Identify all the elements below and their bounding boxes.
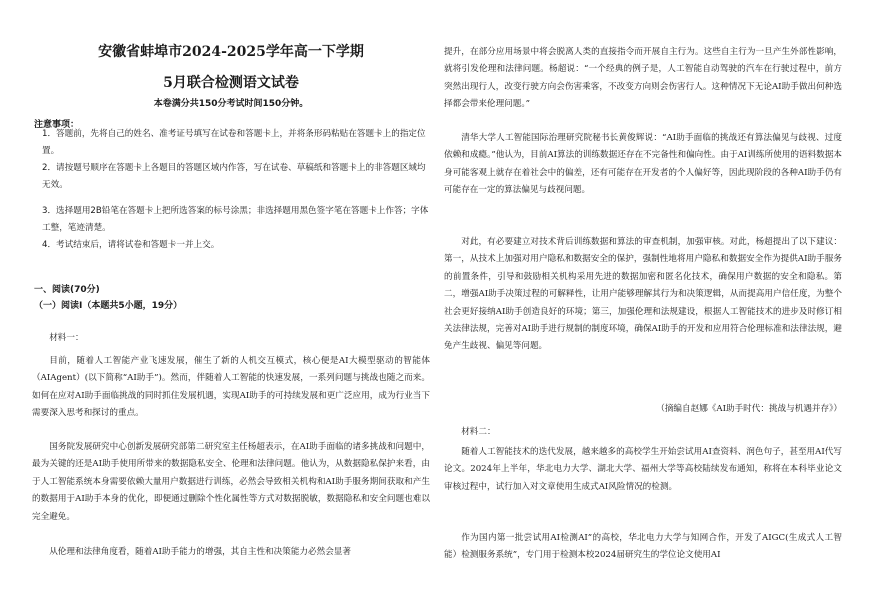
paragraph: 对此，有必要建立对技术背后训练数据和算法的审查机制，加强审核。对此，杨超提出了以下建议：第一，从技术上加强对用户隐私和数据安全的保护，强制性地将用户隐私和数据安全作为提供AI助手服务的前置条件，引导和鼓励相关机构采用先进的数据加密和匿名化技术，确保用户数据的安全和隐私。第二，增强AI助手决策过程的可解释性，让用户能够理解其行为和决策逻辑，从而提高用户信任度，为整个社会更好接纳AI助手创造良好的环境；第三，加强伦理和法规建设，根据人工智能技术的进步及时修订相关法律法规，完善对AI助手进行规制的制度环境，确保AI助手的开发和应用符合伦理标准和法律法规，避免产生歧视、偏见等问题。: [444, 237, 842, 352]
paragraph: 随着人工智能技术的迭代发展，越来越多的高校学生开始尝试用AI查资料、润色句子，甚至用AI代写论文。2024年上半年，华北电力大学、湖北大学、福州大学等高校陆续发布通知，称将在本科毕业论文审核过程中，试行加入对文章使用生成式AI风险情况的检测。: [444, 447, 842, 492]
note-item: 4．考试结束后，请将试卷和答题卡一并上交。: [42, 240, 220, 250]
note-item: 1．答题前，先将自己的姓名、准考证号填写在试卷和答题卡上，并将条形码粘贴在答题卡上的指定位置。: [42, 129, 426, 156]
paragraph: 提升，在部分应用场景中将会脱离人类的直接指令而开展自主行为。这些自主行为一旦产生外部性影响，就将引发伦理和法律问题。杨超说：“一个经典的例子是，人工智能自动驾驶的汽车在行驶过程中，前方突然出现行人，改变行驶方向会伤害乘客，不改变方向则会伤害行人。这种情况下无论AI助手做出何种选择都会带来伦理问题。”: [444, 47, 842, 110]
citation: （摘编自赵娜《AI助手时代：挑战与机遇并存》）: [656, 404, 842, 414]
paragraph: 国务院发展研究中心创新发展研究部第二研究室主任杨超表示，在AI助手面临的诸多挑战和问题中，最为关键的还是AI助手使用所带来的数据隐私安全、伦理和法律问题。他认为，从数据隐私保护来看，由于人工智能系统本身需要依赖大量用户数据进行训练，必然会导致相关机构和AI助手服务期间获取和产生的数据用于AI助手本身的优化，即便通过删除个性化属性等方式对数据脱敏，数据隐私和安全问题也难以完全避免。: [32, 442, 430, 522]
note-item: 2．请按题号顺序在答题卡上各题目的答题区域内作答，写在试卷、草稿纸和答题卡上的非答题区域均无效。: [42, 163, 426, 190]
paragraph: 目前，随着人工智能产业飞速发展，催生了新的人机交互模式，核心便是AI大模型驱动的智能体（AIAgent）(以下简称“AI助手”)。然而，伴随着人工智能的快速发展，一系列问题与挑战也随之而来。如何在应对AI助手面临挑战的同时抓住发展机遇，实现AI助手的可持续发展和更广泛应用，成为行业当下需要深入思考和探讨的重点。: [32, 356, 430, 419]
exam-subtitle: 5月联合检测语文试卷: [163, 75, 299, 91]
notes-heading: 注意事项：: [34, 120, 80, 130]
paragraph: 清华大学人工智能国际治理研究院秘书长黄俊辉说：“AI助手面临的挑战还有算法偏见与歧视、过度依赖和成瘾。”他认为，目前AI算法的训练数据还存在不完备性和偏向性。由于AI训练所使用的语料数据本身可能客观上就存在着社会中的偏差，还有可能存在开发者的个人偏好等，因此现阶段的各种AI助手仍有可能存在一定的算法偏见与歧视问题。: [444, 133, 842, 196]
paragraph: 作为国内第一批尝试用AI检测AI”的高校，华北电力大学与知网合作，开发了AIGC(生成式人工智能）检测服务系统”，专门用于检测本校2024届研究生的学位论文使用AI: [444, 533, 842, 561]
paragraph: 材料一：: [49, 333, 84, 343]
note-item: 3．选择题用2B铅笔在答题卡上把所选答案的标号涂黑；非选择题用黑色签字笔在答题卡上作答；字体工整，笔迹清楚。: [42, 206, 429, 233]
section-sub: （一）阅读Ⅰ（本题共5小题，19分）: [34, 301, 183, 311]
paragraph: 材料二：: [461, 427, 496, 437]
section-part: 一、阅读(70分): [34, 285, 100, 295]
score-time: 本卷满分共150分考试时间150分钟。: [153, 99, 309, 109]
exam-title: 安徽省蚌埠市2024-2025学年高一下学期: [98, 44, 364, 60]
paragraph: 从伦理和法律角度看，随着AI助手能力的增强，其自主性和决策能力必然会显著: [49, 547, 351, 557]
